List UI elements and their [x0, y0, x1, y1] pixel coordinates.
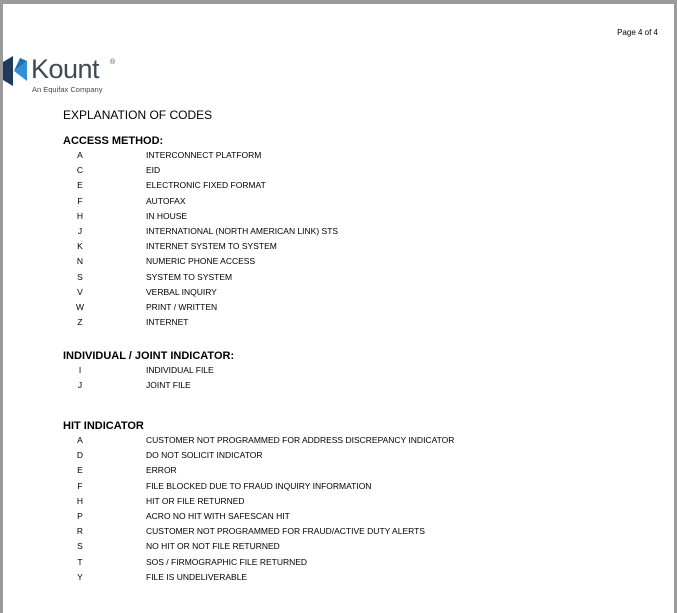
code-description: AUTOFAX	[146, 195, 186, 206]
code-description: INTERNATIONAL (NORTH AMERICAN LINK) STS	[146, 225, 339, 236]
code-letter: A	[77, 150, 83, 160]
kount-hex-icon	[3, 56, 29, 86]
code-description: INTERNET	[146, 317, 189, 328]
document-page	[3, 4, 674, 613]
code-description: FILE BLOCKED DUE TO FRAUD INQUIRY INFORMATION	[146, 480, 372, 491]
code-row	[63, 300, 623, 315]
code-description: FILE IS UNDELIVERABLE	[146, 571, 248, 582]
code-letter: R	[76, 526, 84, 537]
code-row	[63, 363, 623, 378]
page-number: Page 4 of 4	[617, 28, 658, 37]
code-description: PRINT / WRITTEN	[146, 301, 218, 312]
code-row	[63, 194, 623, 209]
code-letter: E	[77, 465, 83, 476]
code-letter: V	[77, 286, 83, 297]
code-description: INTERCONNECT PLATFORM	[146, 150, 262, 160]
code-description: ELECTRONIC FIXED FORMAT	[146, 180, 266, 191]
code-row	[63, 494, 623, 509]
code-list	[63, 433, 623, 585]
code-letter: Y	[77, 571, 83, 582]
code-letter: T	[77, 556, 83, 567]
kount-logo	[3, 54, 133, 100]
code-row	[63, 224, 623, 239]
code-row	[63, 148, 623, 163]
code-letter: K	[77, 241, 83, 252]
code-description: SOS / FIRMOGRAPHIC FILE RETURNED	[146, 556, 308, 567]
code-row	[63, 178, 623, 193]
code-description: INTERNET SYSTEM TO SYSTEM	[146, 241, 277, 252]
code-row	[63, 378, 623, 393]
code-row	[63, 570, 623, 585]
code-row	[63, 555, 623, 570]
code-row	[63, 285, 623, 300]
code-description: VERBAL INQUIRY	[146, 286, 217, 297]
code-description: CUSTOMER NOT PROGRAMMED FOR ADDRESS DISCREPANCY INDICATOR	[146, 435, 455, 445]
code-row	[63, 270, 623, 285]
code-description: NUMERIC PHONE ACCESS	[146, 256, 256, 267]
code-list	[63, 363, 623, 393]
code-letter: N	[76, 256, 84, 267]
code-row	[63, 539, 623, 554]
code-row	[63, 509, 623, 524]
hit-indicator-section	[63, 419, 623, 585]
code-row	[63, 448, 623, 463]
code-letter: C	[76, 165, 84, 176]
code-row	[63, 463, 623, 478]
code-letter: I	[78, 365, 82, 375]
code-row	[63, 254, 623, 269]
code-letter: E	[77, 180, 83, 191]
code-description: NO HIT OR NOT FILE RETURNED	[146, 541, 280, 552]
code-row	[63, 315, 623, 330]
logo-wordmark: Kount	[31, 54, 100, 84]
section-heading: ACCESS METHOD:	[63, 135, 164, 147]
code-list	[63, 148, 623, 330]
code-letter: J	[77, 380, 83, 391]
document-title: EXPLANATION OF CODES	[63, 108, 213, 122]
code-description: EID	[146, 165, 161, 176]
code-letter: P	[77, 510, 83, 521]
code-letter: D	[76, 450, 84, 461]
code-description: DO NOT SOLICIT INDICATOR	[146, 450, 263, 461]
code-letter: S	[77, 271, 83, 282]
code-letter: W	[75, 301, 85, 312]
code-letter: H	[76, 495, 84, 506]
code-row	[63, 163, 623, 178]
code-row	[63, 479, 623, 494]
code-description: HIT OR FILE RETURNED	[146, 495, 245, 506]
section-heading: HIT INDICATOR	[63, 420, 144, 432]
code-letter: J	[77, 225, 83, 236]
code-description: SYSTEM TO SYSTEM	[146, 271, 233, 282]
code-description: ERROR	[146, 465, 177, 476]
code-description: INDIVIDUAL FILE	[146, 365, 214, 375]
code-row	[63, 524, 623, 539]
code-letter: A	[77, 435, 83, 445]
code-row	[63, 239, 623, 254]
code-letter: S	[77, 541, 83, 552]
access-method-section	[63, 134, 623, 330]
code-letter: F	[77, 195, 83, 206]
code-letter: H	[76, 210, 84, 221]
code-row	[63, 209, 623, 224]
code-description: IN HOUSE	[146, 210, 188, 221]
code-description: ACRO NO HIT WITH SAFESCAN HIT	[146, 510, 290, 521]
code-description: CUSTOMER NOT PROGRAMMED FOR FRAUD/ACTIVE DUTY ALERTS	[146, 526, 425, 537]
logo-tagline: An Equifax Company	[32, 85, 103, 94]
registered-mark: ®	[110, 59, 116, 66]
individual-joint-section	[63, 349, 623, 393]
code-row	[63, 433, 623, 448]
code-description: JOINT FILE	[146, 380, 191, 391]
section-heading: INDIVIDUAL / JOINT INDICATOR:	[63, 350, 235, 362]
code-letter: Z	[77, 317, 83, 328]
code-letter: F	[77, 480, 83, 491]
